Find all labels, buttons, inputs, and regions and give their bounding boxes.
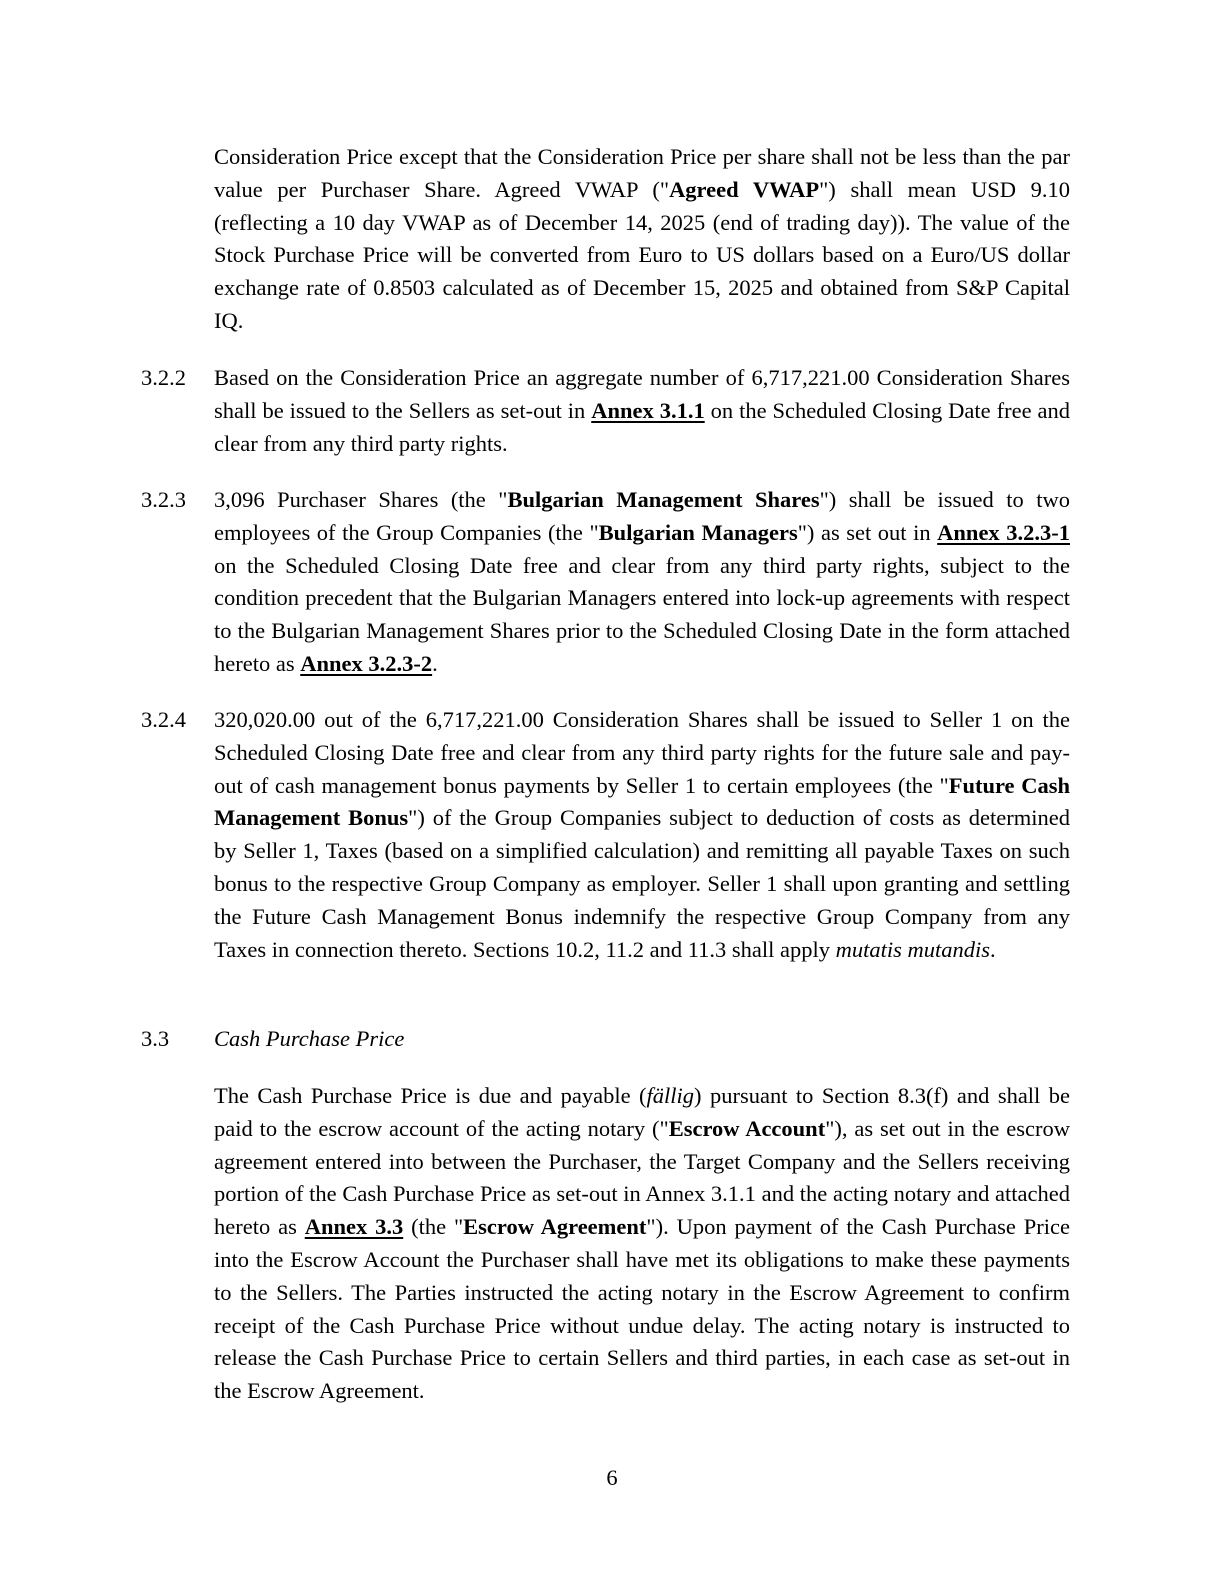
text-run: (the ": [403, 1214, 464, 1240]
text-run: on the Scheduled Closing Date free and clear from any third party rights.: [214, 397, 1070, 456]
text-run: ") shall mean USD 9.10 (reflecting a 10 day VWAP as of December 14, 2025 (end of trading day)). The value of the Stock Purchase Price will be converted from Euro to US dollars based on a Euro/US dollar exchange rate of 0.8503 calculated as of December 15, 2025 and obtained from S&P Capital IQ.: [214, 176, 1070, 333]
defined-term: Escrow Account: [668, 1115, 826, 1141]
latin-phrase: mutatis mutandis: [835, 936, 991, 962]
section-3-2-2-text: [214, 362, 1070, 460]
section-number-3-3: 3.3: [141, 1026, 170, 1051]
annex-reference: Annex 3.3: [304, 1214, 404, 1240]
section-number-3-2-4: 3.2.4: [141, 707, 186, 732]
text-run: 3,096 Purchaser Shares (the ": [214, 487, 508, 512]
defined-term: Future Cash Management Bonus: [214, 772, 1070, 831]
text-run: ") of the Group Companies subject to deduction of costs as determined by Seller 1, Taxes (based on a simplified calculation) and remitting all payable Taxes on such bonus to the respective Group Company as employer. Seller 1 shall upon granting and settling the Future Cash Management Bonus indemnify the respective Group Company from any Taxes in connection thereto. Sections 10.2, 11.2 and 11.3 shall apply: [214, 805, 1070, 962]
defined-term: Escrow Agreement: [463, 1214, 647, 1240]
text-run: ) pursuant to Section 8.3(f) and shall be paid to the escrow account of the acting notary (": [214, 1083, 1071, 1141]
text-run: ") as set out in: [797, 519, 938, 545]
page-number: 6: [606, 1465, 618, 1490]
text-run: Based on the Consideration Price an aggregate number of 6,717,221.00 Consideration Shares shall be issued to the Sellers as set-out in: [214, 365, 1070, 423]
annex-reference: Annex 3.1.1: [591, 397, 705, 423]
section-3-3-heading: Cash Purchase Price: [214, 1026, 405, 1051]
text-run: 320,020.00 out of the 6,717,221.00 Consideration Shares shall be issued to Seller 1 on the Scheduled Closing Date free and clear from any third party rights for the future sale and pay-out of cash management bonus payments by Seller 1 to certain employees (the ": [214, 707, 1070, 798]
german-term: fällig: [646, 1083, 695, 1108]
defined-term: Bulgarian Managers: [598, 519, 798, 545]
text-run: "). Upon payment of the Cash Purchase Price into the Escrow Account the Purchaser shall have met its obligations to make these payments to the Sellers. The Parties instructed the acting notary in the Escrow Agreement to confirm receipt of the Cash Purchase Price without undue delay. The acting notary is instructed to release the Cash Purchase Price to certain Sellers and third parties, in each case as set-out in the Escrow Agreement.: [214, 1214, 1070, 1404]
text-run: .: [432, 650, 438, 676]
defined-term: Bulgarian Management Shares: [507, 487, 820, 512]
text-run: The Cash Purchase Price is due and payable (: [214, 1083, 647, 1108]
text-run: .: [990, 936, 996, 962]
section-3-2-3-text: [214, 484, 1070, 681]
text-run: Consideration Price except that the Consideration Price per share shall not be less than the par value per Purchaser Share. Agreed VWAP (": [214, 144, 1070, 202]
defined-term: Agreed VWAP: [669, 176, 820, 202]
section-3-2-4-text: [214, 704, 1070, 966]
text-run: on the Scheduled Closing Date free and clear from any third party rights, subject to the condition precedent that the Bulgarian Managers entered into lock-up agreements with respect to the Bulgarian Management Shares prior to the Scheduled Closing Date in the form attached hereto as: [214, 552, 1070, 676]
annex-reference: Annex 3.2.3-1: [937, 519, 1070, 545]
section-3-3-text: [214, 1080, 1070, 1408]
section-number-3-2-2: 3.2.2: [141, 365, 186, 390]
text-run: "), as set out in the escrow agreement entered into between the Purchaser, the Target Company and the Sellers receiving portion of the Cash Purchase Price as set-out in Annex 3.1.1 and the acting notary and attached hereto as: [214, 1115, 1070, 1240]
continuation-paragraph: [214, 141, 1070, 338]
section-number-3-2-3: 3.2.3: [141, 487, 186, 512]
annex-reference: Annex 3.2.3-2: [300, 650, 433, 676]
text-run: ") shall be issued to two employees of the Group Companies (the ": [214, 487, 1070, 545]
